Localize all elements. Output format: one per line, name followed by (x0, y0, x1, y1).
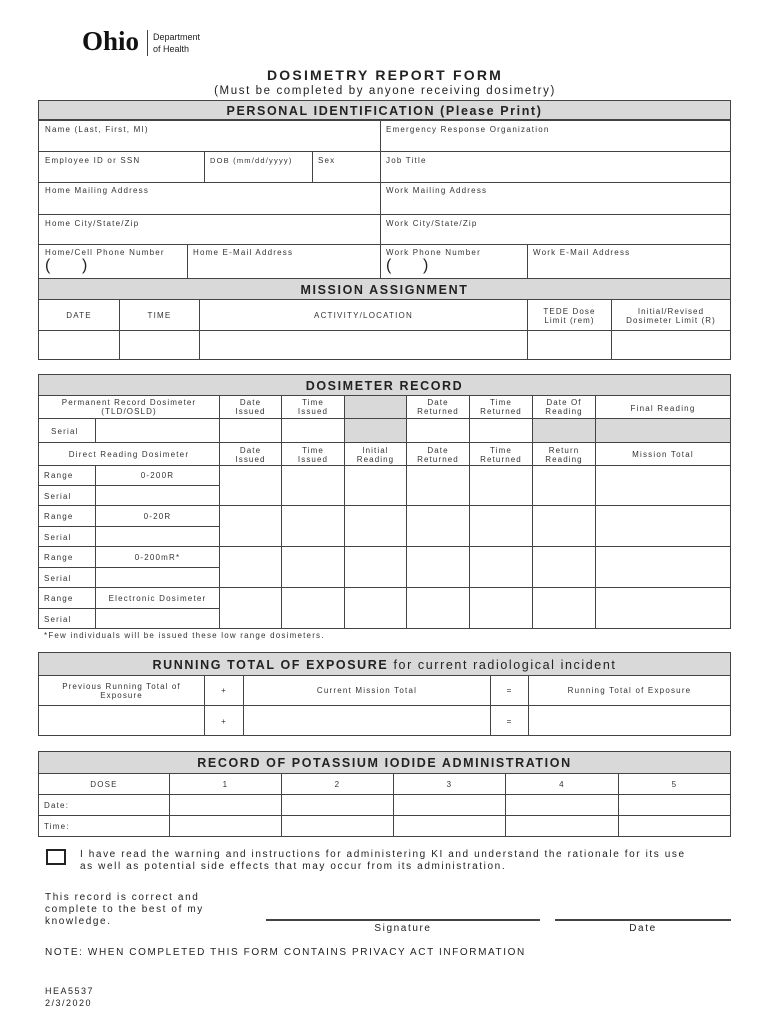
ki-time-3[interactable] (393, 815, 506, 837)
dosimeter-2-date-issued[interactable] (219, 505, 282, 547)
serial-4-input[interactable] (95, 608, 220, 629)
ki-date-2[interactable] (281, 794, 394, 816)
perm-blank-cell (344, 418, 407, 443)
ki-col-3-label: 3 (446, 780, 453, 789)
logo-text: Ohio (82, 26, 140, 56)
dosimeter-1-return-reading[interactable] (532, 465, 596, 506)
certify-line-1: This record is correct and (45, 892, 200, 903)
job-title-label: Job Title (386, 156, 427, 165)
perm-time-issued-label (281, 398, 345, 416)
mission-tede-input[interactable] (527, 330, 612, 360)
mission-limit-input[interactable] (611, 330, 731, 360)
serial-3-input[interactable] (95, 567, 220, 588)
perm-date-returned-label (406, 398, 470, 416)
dosimeter-3-return-reading[interactable] (532, 546, 596, 588)
work-city-label: Work City/State/Zip (386, 219, 478, 228)
return-line-1: Return (548, 446, 580, 455)
mission-tede-label (527, 307, 612, 325)
range-2-value: 0-20R (143, 512, 172, 521)
perm-line-1: Permanent Record Dosimeter (61, 398, 197, 407)
form-title: DOSIMETRY REPORT FORM (267, 67, 503, 83)
direct-label: Direct Reading Dosimeter (68, 450, 190, 459)
equals-sign-1: = (506, 686, 513, 695)
ki-time-5[interactable] (618, 815, 731, 837)
signature-label: Signature (374, 923, 432, 934)
personal-heading: PERSONAL IDENTIFICATION (Please Print) (38, 100, 731, 120)
mission-activity-input[interactable] (199, 330, 528, 360)
work-phone-label: Work Phone Number (386, 248, 481, 257)
direct-date-returned-2: Returned (417, 455, 459, 464)
perm-date-issued-1: Date (239, 398, 262, 407)
dosimeter-1-date-issued[interactable] (219, 465, 282, 506)
dosimeter-2-mission-total[interactable] (595, 505, 731, 547)
dosimeter-2-initial-reading[interactable] (344, 505, 407, 547)
ki-date-4[interactable] (505, 794, 619, 816)
potassium-heading: RECORD OF POTASSIUM IODIDE ADMINISTRATION (38, 751, 731, 774)
perm-date-issued-label (219, 398, 282, 416)
range-3-label: Range (44, 553, 74, 562)
plus-sign-2: + (221, 717, 227, 726)
direct-time-returned-label (469, 446, 533, 464)
dosimeter-4-time-issued[interactable] (281, 587, 345, 629)
dosimeter-2-return-reading[interactable] (532, 505, 596, 547)
logo-divider (147, 30, 148, 56)
return-line-2: Reading (545, 455, 583, 464)
previous-line-1: Previous Running Total of (62, 682, 181, 691)
home-email-label: Home E-Mail Address (193, 248, 294, 257)
ack-line-1: I have read the warning and instructions for administering KI and understand the rationale for its use (80, 849, 686, 860)
ohio-logo (82, 26, 139, 57)
dosimeter-4-date-returned[interactable] (406, 587, 470, 629)
direct-date-returned-label (406, 446, 470, 464)
serial-3-label: Serial (44, 574, 72, 583)
ack-line-2: as well as potential side effects that may occur from its administration. (80, 861, 507, 872)
perm-blank-header (344, 395, 407, 419)
serial-1-input[interactable] (95, 485, 220, 506)
running-total-input[interactable] (528, 705, 731, 736)
sex-label: Sex (318, 156, 336, 165)
limit-line-1: Initial/Revised (637, 307, 705, 316)
work-phone-paren-open: ( (386, 257, 392, 274)
dosimeter-1-time-issued[interactable] (281, 465, 345, 506)
perm-record-label (38, 398, 220, 416)
form-revision: 2/3/2020 (45, 998, 93, 1008)
dosimeter-3-date-returned[interactable] (406, 546, 470, 588)
direct-return-reading-label (532, 446, 596, 464)
perm-date-issued-input[interactable] (219, 418, 282, 443)
perm-serial-input[interactable] (95, 418, 220, 443)
dosimeter-3-mission-total[interactable] (595, 546, 731, 588)
mission-date-input[interactable] (38, 330, 120, 360)
perm-date-reading-cell (532, 418, 596, 443)
home-phone-paren-open: ( (45, 257, 51, 274)
mission-time-label: TIME (147, 311, 172, 320)
form-subtitle: (Must be completed by anyone receiving dosimetry) (214, 85, 556, 97)
mission-activity-label: ACTIVITY/LOCATION (314, 311, 413, 320)
equals-sign-2: = (506, 717, 513, 726)
ki-time-1[interactable] (169, 815, 282, 837)
dosimeter-2-date-returned[interactable] (406, 505, 470, 547)
perm-line-2: (TLD/OSLD) (101, 407, 157, 416)
serial-1-label: Serial (44, 492, 72, 501)
previous-total-label (38, 682, 205, 700)
dosimeter-4-return-reading[interactable] (532, 587, 596, 629)
ki-time-2[interactable] (281, 815, 394, 837)
date-label: Date (629, 923, 657, 934)
perm-time-returned-label (469, 398, 533, 416)
running-heading-rest: for current radiological incident (388, 658, 617, 672)
work-email-label: Work E-Mail Address (533, 248, 631, 257)
tede-line-2: Limit (rem) (544, 316, 595, 325)
perm-date-returned-1: Date (427, 398, 449, 407)
home-mailing-label: Home Mailing Address (45, 186, 150, 195)
dosimeter-4-time-returned[interactable] (469, 587, 533, 629)
mission-date-label: DATE (66, 311, 92, 320)
ki-col-4-label: 4 (559, 780, 565, 789)
ack-checkbox[interactable] (46, 849, 66, 865)
work-mailing-label: Work Mailing Address (386, 186, 488, 195)
perm-final-reading-label: Final Reading (630, 404, 696, 413)
range-2-label: Range (44, 512, 74, 521)
ki-date-1[interactable] (169, 794, 282, 816)
dosimeter-1-time-returned[interactable] (469, 465, 533, 506)
perm-time-issued-input[interactable] (281, 418, 345, 443)
dosimeter-heading: DOSIMETER RECORD (38, 374, 731, 396)
ki-date-label: Date: (44, 801, 70, 810)
work-phone-paren-close: ) (423, 257, 429, 274)
home-phone-paren-close: ) (82, 257, 88, 274)
ki-date-3[interactable] (393, 794, 506, 816)
tede-line-1: TEDE Dose (543, 307, 596, 316)
mission-time-input[interactable] (119, 330, 200, 360)
running-total-label: Running Total of Exposure (567, 686, 692, 695)
running-heading (38, 652, 731, 676)
perm-date-issued-2: Issued (235, 407, 266, 416)
dept-line-1: Department (153, 32, 201, 42)
perm-final-reading-cell (595, 418, 731, 443)
direct-date-issued-label (219, 446, 282, 464)
dept-line-2: of Health (153, 44, 190, 54)
current-mission-input[interactable] (243, 705, 491, 736)
dob-label: DOB (mm/dd/yyyy) (210, 156, 293, 165)
running-heading-bold: RUNNING TOTAL OF EXPOSURE (152, 658, 389, 672)
serial-2-input[interactable] (95, 526, 220, 547)
perm-date-reading-label (532, 398, 596, 416)
home-phone-label: Home/Cell Phone Number (45, 248, 165, 257)
plus-sign-1: + (221, 686, 227, 695)
perm-date-reading-1: Date Of (546, 398, 582, 407)
dosimeter-2-time-issued[interactable] (281, 505, 345, 547)
dosimeter-3-time-issued[interactable] (281, 546, 345, 588)
direct-date-returned-1: Date (427, 446, 449, 455)
direct-time-issued-1: Time (302, 446, 324, 455)
dosimeter-footnote: *Few individuals will be issued these low range dosimeters. (44, 631, 325, 640)
current-mission-label: Current Mission Total (316, 686, 418, 695)
perm-date-returned-2: Returned (417, 407, 459, 416)
range-3-value: 0-200mR* (134, 553, 181, 562)
limit-line-2: Dosimeter Limit (R) (626, 316, 716, 325)
range-4-label: Range (44, 594, 74, 603)
home-city-label: Home City/State/Zip (45, 219, 140, 228)
perm-serial-label: Serial (51, 427, 79, 436)
initial-line-2: Reading (356, 455, 395, 464)
perm-date-returned-input[interactable] (406, 418, 470, 443)
privacy-note: NOTE: WHEN COMPLETED THIS FORM CONTAINS PRIVACY ACT INFORMATION (45, 947, 526, 958)
dosimeter-4-mission-total[interactable] (595, 587, 731, 629)
direct-mission-total-label: Mission Total (632, 450, 694, 459)
dosimeter-4-date-issued[interactable] (219, 587, 282, 629)
perm-time-issued-2: Issued (297, 407, 329, 416)
certify-line-3: knowledge. (45, 916, 112, 927)
ki-time-4[interactable] (505, 815, 619, 837)
dosimeter-1-initial-reading[interactable] (344, 465, 407, 506)
direct-date-issued-2: Issued (235, 455, 266, 464)
dosimeter-3-initial-reading[interactable] (344, 546, 407, 588)
department-name (153, 31, 200, 55)
employee-id-label: Employee ID or SSN (45, 156, 141, 165)
ki-col-1-label: 1 (222, 780, 229, 789)
ki-col-5-label: 5 (671, 780, 678, 789)
initial-line-1: Initial (362, 446, 389, 455)
direct-initial-reading-label (344, 446, 407, 464)
ero-label: Emergency Response Organization (386, 125, 550, 134)
dosimeter-3-date-issued[interactable] (219, 546, 282, 588)
name-label: Name (Last, First, MI) (45, 125, 149, 134)
direct-time-issued-2: Issued (297, 455, 329, 464)
ki-time-label: Time: (44, 822, 70, 831)
direct-date-issued-1: Date (239, 446, 262, 455)
job-title-field[interactable] (380, 151, 731, 183)
direct-time-returned-1: Time (490, 446, 512, 455)
direct-time-issued-label (281, 446, 345, 464)
range-4-value: Electronic Dosimeter (108, 594, 207, 603)
range-1-value: 0-200R (140, 471, 175, 480)
ki-col-2-label: 2 (334, 780, 341, 789)
dosimeter-2-time-returned[interactable] (469, 505, 533, 547)
dosimeter-1-date-returned[interactable] (406, 465, 470, 506)
mission-limit-label (611, 307, 731, 325)
perm-time-returned-2: Returned (480, 407, 522, 416)
range-1-label: Range (44, 471, 74, 480)
certify-line-2: complete to the best of my (45, 904, 204, 915)
date-line[interactable] (555, 919, 731, 921)
dosimeter-4-initial-reading[interactable] (344, 587, 407, 629)
ki-date-5[interactable] (618, 794, 731, 816)
dosimeter-1-mission-total[interactable] (595, 465, 731, 506)
mission-heading: MISSION ASSIGNMENT (38, 278, 731, 300)
previous-line-2: Exposure (100, 691, 143, 700)
perm-time-returned-input[interactable] (469, 418, 533, 443)
dosimeter-3-time-returned[interactable] (469, 546, 533, 588)
direct-time-returned-2: Returned (480, 455, 522, 464)
perm-date-reading-2: Reading (545, 407, 583, 416)
form-id: HEA5537 (45, 986, 95, 996)
previous-total-input[interactable] (38, 705, 205, 736)
serial-2-label: Serial (44, 533, 72, 542)
signature-line[interactable] (266, 919, 540, 921)
perm-time-returned-1: Time (490, 398, 512, 407)
serial-4-label: Serial (44, 615, 72, 624)
perm-time-issued-1: Time (302, 398, 324, 407)
ki-dose-label: DOSE (90, 780, 118, 789)
